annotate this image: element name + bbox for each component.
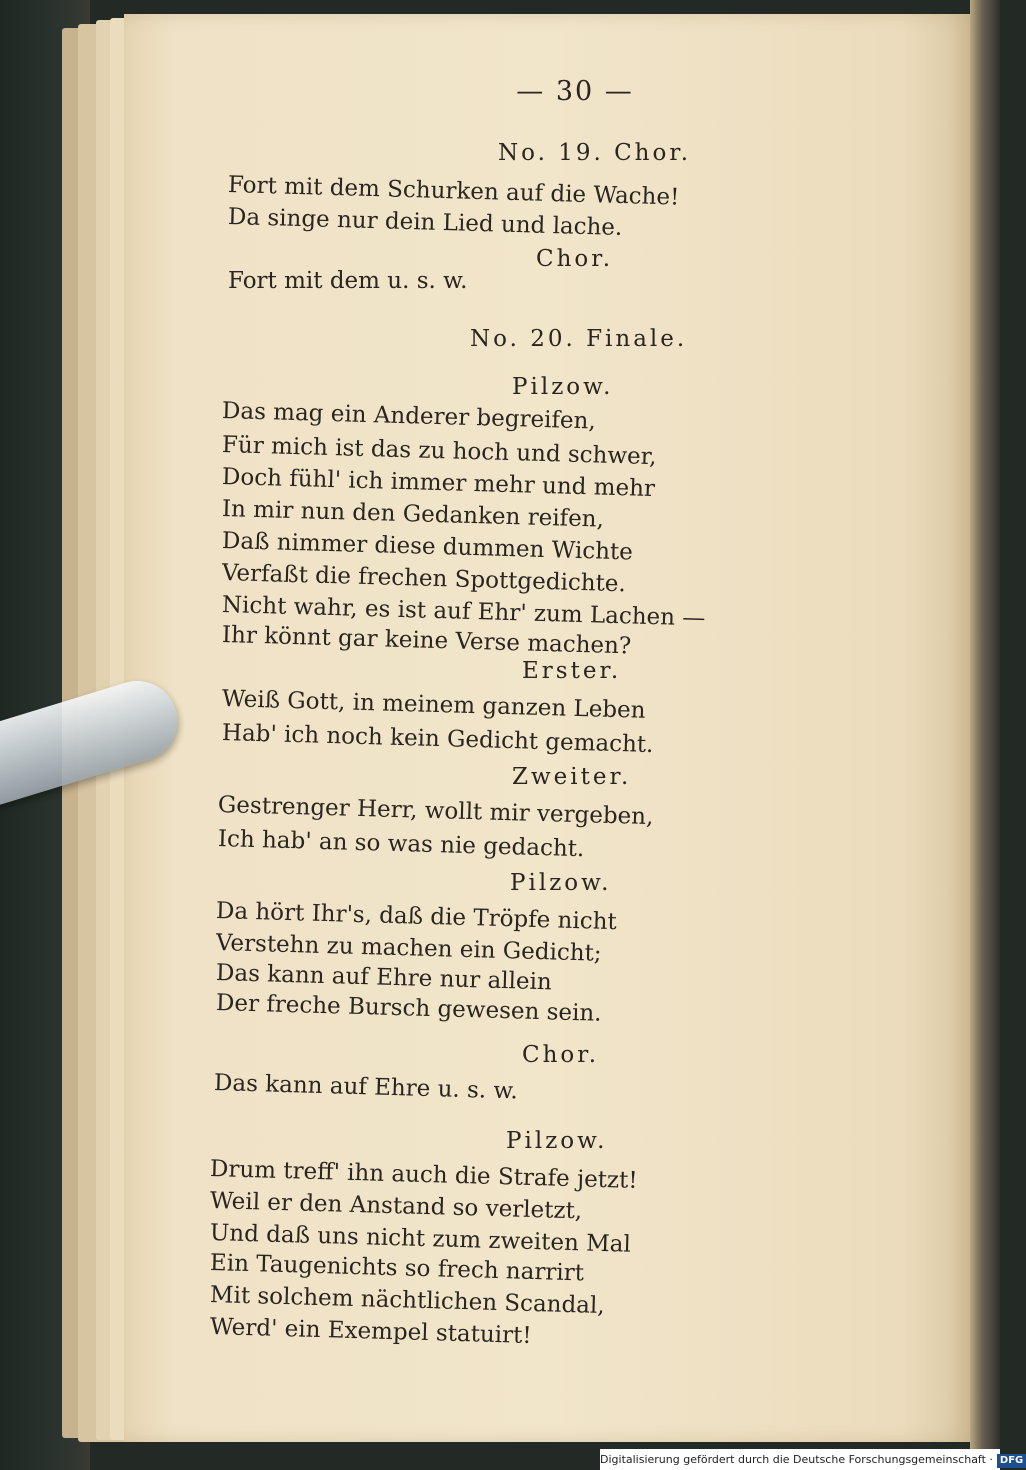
text-line: Das kann auf Ehre u. s. w. [213, 1070, 519, 1105]
text-line: Daß nimmer diese dummen Wichte [221, 528, 634, 566]
text-line: Drum treff' ihn auch die Strafe jetzt! [209, 1156, 638, 1194]
text-line: Gestrenger Herr, wollt mir vergeben, [217, 792, 654, 831]
text-line: Da hört Ihr's, daß die Tröpfe nicht [215, 898, 618, 936]
section-heading: Chor. [536, 246, 614, 272]
page-number: — 30 — [516, 76, 634, 107]
text-line: Das kann auf Ehre nur allein [215, 960, 553, 996]
text-line: Mit solchem nächtlichen Scandal, [209, 1282, 605, 1320]
footer-text: Digitalisierung gefördert durch die Deutsche Forschungsgemeinschaft · [600, 1453, 993, 1466]
section-heading: No. 20. Finale. [470, 326, 688, 352]
text-line: Werd' ein Exempel statuirt! [209, 1314, 532, 1349]
footer-credit [600, 1449, 1024, 1470]
speaker-heading: Chor. [522, 1042, 600, 1068]
speaker-heading: Pilzow. [512, 374, 614, 400]
text-line: Nicht wahr, es ist auf Ehr' zum Lachen — [221, 592, 706, 632]
text-line: Weiß Gott, in meinem ganzen Leben [221, 686, 646, 724]
speaker-heading: Pilzow. [506, 1128, 608, 1154]
text-line: Fort mit dem Schurken auf die Wache! [227, 172, 680, 211]
text-line: Hab' ich noch kein Gedicht gemacht. [221, 720, 654, 759]
text-line: In mir nun den Gedanken reifen, [221, 496, 605, 533]
text-line: Weil er den Anstand so verletzt, [209, 1188, 583, 1225]
text-line: Verstehn zu machen ein Gedicht; [215, 930, 602, 967]
speaker-heading: Zweiter. [512, 764, 632, 790]
text-line: Ich hab' an so was nie gedacht. [217, 826, 585, 863]
speaker-heading: Erster. [522, 658, 622, 684]
dfg-logo: DFG [997, 1454, 1026, 1468]
text-line: Für mich ist das zu hoch und schwer, [221, 432, 657, 471]
text-line: Doch fühl' ich immer mehr und mehr [221, 464, 656, 503]
text-line: Und daß uns nicht zum zweiten Mal [209, 1220, 632, 1258]
text-line: Fort mit dem u. s. w. [228, 268, 468, 294]
text-line: Verfaßt die frechen Spottgedichte. [221, 560, 627, 598]
text-line: Das mag ein Anderer begreifen, [221, 398, 597, 435]
speaker-heading: Pilzow. [510, 870, 612, 896]
text-line: Ein Taugenichts so frech narrirt [209, 1250, 585, 1287]
text-line: Der freche Bursch gewesen sein. [215, 990, 602, 1027]
text-line: Ihr könnt gar keine Verse machen? [221, 622, 632, 660]
section-heading: No. 19. Chor. [498, 140, 692, 166]
scan-edge-right [970, 0, 1000, 1470]
text-line: Da singe nur dein Lied und lache. [227, 204, 623, 242]
